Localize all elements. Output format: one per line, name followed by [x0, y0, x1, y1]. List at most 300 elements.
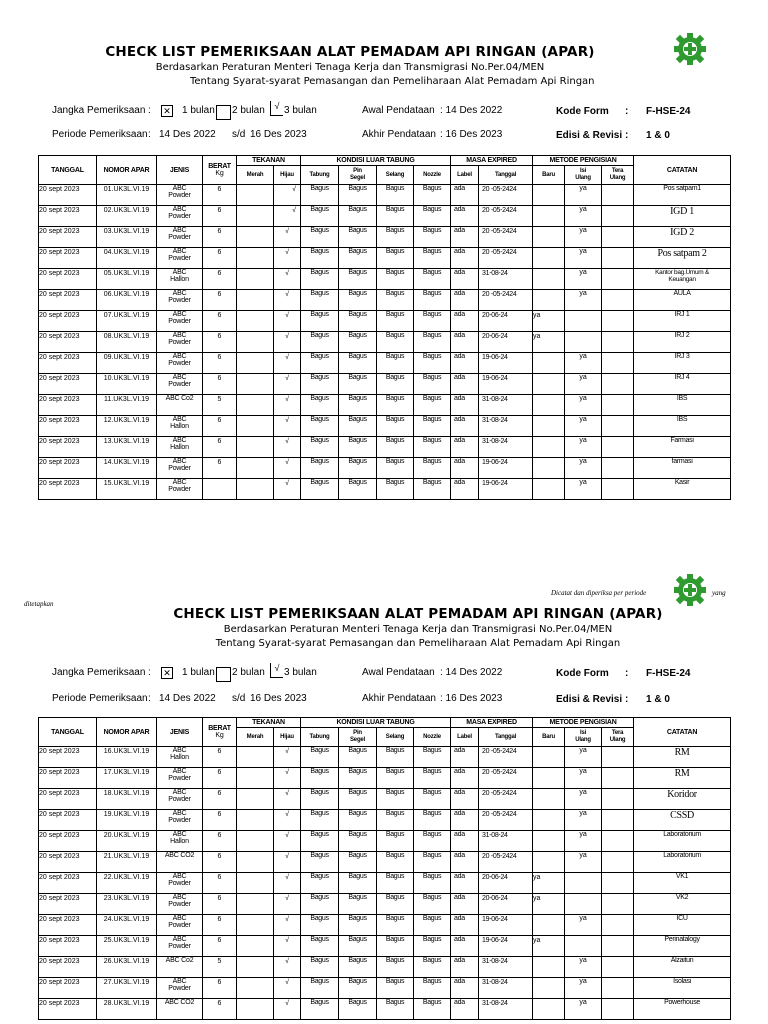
- cell-tanggal: 20 sept 2023: [39, 332, 97, 353]
- cell-label: ada: [451, 936, 479, 957]
- cell-jenis: ABC Powder: [157, 915, 203, 936]
- cell-tera-ulang: [602, 747, 634, 768]
- cell-label: ada: [451, 747, 479, 768]
- cell-tanggal-exp: 19-06-24: [479, 936, 533, 957]
- cell-jenis: ABC Co2: [157, 957, 203, 978]
- cell-selang: Bagus: [377, 374, 414, 395]
- cell-tabung: Bagus: [301, 437, 339, 458]
- cell-hijau: √: [274, 789, 301, 810]
- cell-merah: [237, 479, 274, 500]
- cell-nozzle: Bagus: [414, 437, 451, 458]
- cell-berat: 6: [203, 831, 237, 852]
- cell-tanggal-exp: 31-08-24: [479, 999, 533, 1020]
- cell-isi-ulang: [565, 311, 602, 332]
- cell-hijau: √: [274, 458, 301, 479]
- cell-isi-ulang: ya: [565, 458, 602, 479]
- cell-nomor-apar: 06.UK3L.VI.19: [97, 290, 157, 311]
- col-tekanan: TEKANAN: [237, 718, 301, 728]
- cell-baru: [533, 768, 565, 789]
- cell-jenis: ABC Powder: [157, 789, 203, 810]
- cell-berat: 6: [203, 248, 237, 269]
- cell-label: ada: [451, 458, 479, 479]
- cell-pin-segel: Bagus: [339, 206, 377, 227]
- cell-tanggal-exp: 19-06-24: [479, 479, 533, 500]
- checkbox-1-bulan[interactable]: ✕: [161, 105, 173, 117]
- cell-nozzle: Bagus: [414, 353, 451, 374]
- cell-tabung: Bagus: [301, 894, 339, 915]
- cell-jenis: ABC CO2: [157, 852, 203, 873]
- col-masa-expired: MASA EXPIRED: [451, 156, 533, 166]
- cell-selang: Bagus: [377, 768, 414, 789]
- cell-tabung: Bagus: [301, 269, 339, 290]
- cell-tabung: Bagus: [301, 185, 339, 206]
- cell-selang: Bagus: [377, 395, 414, 416]
- cell-isi-ulang: ya: [565, 915, 602, 936]
- cell-hijau: √: [274, 416, 301, 437]
- cell-pin-segel: Bagus: [339, 831, 377, 852]
- cell-jenis: ABC Powder: [157, 810, 203, 831]
- cell-pin-segel: Bagus: [339, 395, 377, 416]
- checkbox-3-bulan[interactable]: √: [270, 101, 283, 116]
- cell-nozzle: Bagus: [414, 831, 451, 852]
- cell-tanggal: 20 sept 2023: [39, 978, 97, 999]
- cell-tanggal: 20 sept 2023: [39, 936, 97, 957]
- table-row: [39, 458, 731, 479]
- cell-hijau: √: [274, 206, 301, 227]
- cell-berat: 6: [203, 332, 237, 353]
- cell-label: ada: [451, 206, 479, 227]
- cell-pin-segel: Bagus: [339, 768, 377, 789]
- cell-catatan: RM: [634, 768, 731, 789]
- cell-nozzle: Bagus: [414, 915, 451, 936]
- cell-merah: [237, 978, 274, 999]
- cell-hijau: √: [274, 332, 301, 353]
- cell-nozzle: Bagus: [414, 936, 451, 957]
- cell-nomor-apar: 13.UK3L.VI.19: [97, 437, 157, 458]
- cell-catatan: Pos satpam1: [634, 185, 731, 206]
- cell-pin-segel: Bagus: [339, 852, 377, 873]
- cell-selang: Bagus: [377, 747, 414, 768]
- cell-hijau: √: [274, 894, 301, 915]
- edisi-value: 1 & 0: [646, 694, 670, 705]
- cell-nomor-apar: 22.UK3L.VI.19: [97, 873, 157, 894]
- cell-berat: 6: [203, 353, 237, 374]
- cell-berat: 6: [203, 915, 237, 936]
- cell-nomor-apar: 16.UK3L.VI.19: [97, 747, 157, 768]
- cell-catatan: Perinatalogy: [634, 936, 731, 957]
- cell-baru: [533, 852, 565, 873]
- cell-isi-ulang: ya: [565, 353, 602, 374]
- col-tanggal: TANGGAL: [39, 718, 97, 747]
- kode-label: Kode Form: [556, 668, 609, 679]
- cell-tabung: Bagus: [301, 936, 339, 957]
- cell-nomor-apar: 28.UK3L.VI.19: [97, 999, 157, 1020]
- awal-label: Awal Pendataan: [362, 667, 435, 678]
- awal-value: : 14 Des 2022: [440, 667, 503, 678]
- col-jenis: JENIS: [157, 718, 203, 747]
- cell-label: ada: [451, 768, 479, 789]
- sd-label: s/d: [232, 693, 246, 704]
- col-baru: Baru: [533, 728, 565, 747]
- cell-tanggal: 20 sept 2023: [39, 957, 97, 978]
- cell-nozzle: Bagus: [414, 978, 451, 999]
- cell-tera-ulang: [602, 831, 634, 852]
- edisi-label: Edisi & Revisi: [556, 130, 623, 141]
- table-row: [39, 311, 731, 332]
- cell-nomor-apar: 11.UK3L.VI.19: [97, 395, 157, 416]
- note-yang: yang: [712, 589, 726, 597]
- table-row: [39, 873, 731, 894]
- cell-baru: ya: [533, 894, 565, 915]
- cell-label: ada: [451, 353, 479, 374]
- cell-hijau: √: [274, 437, 301, 458]
- cell-tanggal-exp: 20 -05-2424: [479, 768, 533, 789]
- cell-isi-ulang: ya: [565, 290, 602, 311]
- cell-tabung: Bagus: [301, 416, 339, 437]
- cell-selang: Bagus: [377, 852, 414, 873]
- cell-tanggal: 20 sept 2023: [39, 437, 97, 458]
- col-baru: Baru: [533, 166, 565, 185]
- cell-pin-segel: Bagus: [339, 458, 377, 479]
- cell-hijau: √: [274, 353, 301, 374]
- cell-pin-segel: Bagus: [339, 873, 377, 894]
- inspection-table-1: [38, 155, 731, 500]
- cell-hijau: √: [274, 915, 301, 936]
- col-nozzle: Nozzle: [414, 166, 451, 185]
- cell-catatan: VK2: [634, 894, 731, 915]
- cell-pin-segel: Bagus: [339, 311, 377, 332]
- akhir-value: : 16 Des 2023: [440, 129, 503, 140]
- cell-nozzle: Bagus: [414, 206, 451, 227]
- cell-merah: [237, 915, 274, 936]
- col-tanggal-exp: Tanggal: [479, 728, 533, 747]
- cell-jenis: ABC Powder: [157, 374, 203, 395]
- cell-tabung: Bagus: [301, 458, 339, 479]
- cell-tabung: Bagus: [301, 332, 339, 353]
- option-2-bulan: 2 bulan: [232, 105, 265, 116]
- cell-selang: Bagus: [377, 957, 414, 978]
- cell-selang: Bagus: [377, 789, 414, 810]
- cell-merah: [237, 353, 274, 374]
- cell-tanggal-exp: 31-08-24: [479, 416, 533, 437]
- cell-hijau: √: [274, 374, 301, 395]
- cell-catatan: Kasir: [634, 479, 731, 500]
- periode-label: Periode Pemeriksaan: [52, 693, 148, 704]
- periode-colon: :: [148, 129, 151, 140]
- cell-pin-segel: Bagus: [339, 290, 377, 311]
- checkbox-1-bulan[interactable]: ✕: [161, 667, 173, 679]
- cell-tabung: Bagus: [301, 374, 339, 395]
- cell-label: ada: [451, 789, 479, 810]
- cell-nozzle: Bagus: [414, 416, 451, 437]
- cell-baru: ya: [533, 311, 565, 332]
- col-selang: Selang: [377, 728, 414, 747]
- col-masa-expired: MASA EXPIRED: [451, 718, 533, 728]
- cell-tabung: Bagus: [301, 206, 339, 227]
- cell-tanggal: 20 sept 2023: [39, 311, 97, 332]
- cell-tera-ulang: [602, 185, 634, 206]
- cell-merah: [237, 185, 274, 206]
- cell-jenis: ABC Hallon: [157, 437, 203, 458]
- cell-merah: [237, 852, 274, 873]
- cell-berat: 6: [203, 206, 237, 227]
- table-row: [39, 248, 731, 269]
- cell-baru: [533, 185, 565, 206]
- cell-catatan: Alzaitun: [634, 957, 731, 978]
- table-row: [39, 332, 731, 353]
- cell-tanggal: 20 sept 2023: [39, 915, 97, 936]
- cell-tera-ulang: [602, 479, 634, 500]
- cell-tanggal-exp: 20 -05-2424: [479, 852, 533, 873]
- cell-baru: [533, 353, 565, 374]
- cell-isi-ulang: ya: [565, 978, 602, 999]
- cell-tanggal-exp: 31-08-24: [479, 437, 533, 458]
- table-row: [39, 894, 731, 915]
- cell-pin-segel: Bagus: [339, 999, 377, 1020]
- cell-jenis: ABC Hallon: [157, 269, 203, 290]
- col-kondisi: KONDISI LUAR TABUNG: [301, 718, 451, 728]
- cell-tera-ulang: [602, 936, 634, 957]
- checkbox-2-bulan[interactable]: [216, 105, 231, 120]
- col-catatan: CATATAN: [634, 718, 731, 747]
- jangka-colon: :: [148, 667, 151, 678]
- col-catatan: CATATAN: [634, 156, 731, 185]
- cell-baru: [533, 290, 565, 311]
- checkbox-2-bulan[interactable]: [216, 667, 231, 682]
- cell-nozzle: Bagus: [414, 374, 451, 395]
- cell-pin-segel: Bagus: [339, 894, 377, 915]
- k3-logo-icon: [673, 573, 707, 607]
- cell-catatan: CSSD: [634, 810, 731, 831]
- cell-tanggal: 20 sept 2023: [39, 768, 97, 789]
- table-row: [39, 978, 731, 999]
- cell-label: ada: [451, 999, 479, 1020]
- kode-colon: :: [625, 106, 629, 117]
- cell-tanggal-exp: 19-06-24: [479, 915, 533, 936]
- cell-label: ada: [451, 374, 479, 395]
- cell-tanggal: 20 sept 2023: [39, 353, 97, 374]
- cell-berat: 6: [203, 852, 237, 873]
- cell-merah: [237, 290, 274, 311]
- cell-nozzle: Bagus: [414, 768, 451, 789]
- cell-tera-ulang: [602, 416, 634, 437]
- cell-catatan: Farmasi: [634, 437, 731, 458]
- cell-tanggal: 20 sept 2023: [39, 999, 97, 1020]
- cell-tanggal: 20 sept 2023: [39, 852, 97, 873]
- cell-baru: [533, 479, 565, 500]
- cell-tanggal-exp: 31-08-24: [479, 831, 533, 852]
- cell-merah: [237, 416, 274, 437]
- cell-catatan: IBS: [634, 416, 731, 437]
- cell-isi-ulang: ya: [565, 810, 602, 831]
- cell-baru: [533, 747, 565, 768]
- cell-selang: Bagus: [377, 353, 414, 374]
- cell-hijau: √: [274, 248, 301, 269]
- cell-baru: [533, 458, 565, 479]
- cell-nozzle: Bagus: [414, 269, 451, 290]
- periode-label: Periode Pemeriksaan: [52, 129, 148, 140]
- cell-nomor-apar: 21.UK3L.VI.19: [97, 852, 157, 873]
- cell-tanggal-exp: 31-08-24: [479, 978, 533, 999]
- cell-isi-ulang: ya: [565, 227, 602, 248]
- cell-label: ada: [451, 437, 479, 458]
- cell-tabung: Bagus: [301, 978, 339, 999]
- cell-nozzle: Bagus: [414, 458, 451, 479]
- cell-catatan: IRJ 4: [634, 374, 731, 395]
- checkbox-3-bulan[interactable]: √: [270, 663, 283, 678]
- cell-nomor-apar: 05.UK3L.VI.19: [97, 269, 157, 290]
- table-row: [39, 852, 731, 873]
- cell-selang: Bagus: [377, 873, 414, 894]
- cell-tera-ulang: [602, 227, 634, 248]
- cell-nomor-apar: 19.UK3L.VI.19: [97, 810, 157, 831]
- cell-selang: Bagus: [377, 810, 414, 831]
- table-row: [39, 269, 731, 290]
- cell-catatan: AULA: [634, 290, 731, 311]
- cell-hijau: √: [274, 978, 301, 999]
- cell-isi-ulang: [565, 894, 602, 915]
- cell-tanggal: 20 sept 2023: [39, 416, 97, 437]
- cell-tera-ulang: [602, 395, 634, 416]
- cell-hijau: √: [274, 810, 301, 831]
- cell-nomor-apar: 15.UK3L.VI.19: [97, 479, 157, 500]
- cell-catatan: Isolasi: [634, 978, 731, 999]
- cell-berat: 6: [203, 789, 237, 810]
- cell-berat: 6: [203, 747, 237, 768]
- cell-catatan: farmasi: [634, 458, 731, 479]
- col-selang: Selang: [377, 166, 414, 185]
- cell-nomor-apar: 24.UK3L.VI.19: [97, 915, 157, 936]
- cell-jenis: ABC Powder: [157, 894, 203, 915]
- cell-tabung: Bagus: [301, 915, 339, 936]
- cell-merah: [237, 936, 274, 957]
- col-tera-ulang: Tera Ulang: [602, 166, 634, 185]
- cell-label: ada: [451, 290, 479, 311]
- cell-tanggal-exp: 20-06-24: [479, 873, 533, 894]
- cell-merah: [237, 458, 274, 479]
- table-row: [39, 957, 731, 978]
- cell-hijau: √: [274, 395, 301, 416]
- cell-selang: Bagus: [377, 416, 414, 437]
- col-kondisi: KONDISI LUAR TABUNG: [301, 156, 451, 166]
- cell-hijau: √: [274, 999, 301, 1020]
- cell-berat: 6: [203, 437, 237, 458]
- col-hijau: Hijau: [274, 728, 301, 747]
- cell-jenis: ABC Powder: [157, 768, 203, 789]
- cell-pin-segel: Bagus: [339, 416, 377, 437]
- cell-nozzle: Bagus: [414, 332, 451, 353]
- cell-tabung: Bagus: [301, 852, 339, 873]
- cell-tera-ulang: [602, 311, 634, 332]
- cell-nozzle: Bagus: [414, 810, 451, 831]
- cell-berat: 6: [203, 873, 237, 894]
- cell-merah: [237, 957, 274, 978]
- jangka-colon: :: [148, 105, 151, 116]
- cell-baru: ya: [533, 332, 565, 353]
- cell-catatan: IRJ 1: [634, 311, 731, 332]
- cell-catatan: VK1: [634, 873, 731, 894]
- cell-selang: Bagus: [377, 458, 414, 479]
- cell-nomor-apar: 01.UK3L.VI.19: [97, 185, 157, 206]
- table-row: [39, 936, 731, 957]
- cell-tanggal-exp: 20 -05-2424: [479, 747, 533, 768]
- cell-pin-segel: Bagus: [339, 269, 377, 290]
- cell-tabung: Bagus: [301, 311, 339, 332]
- cell-pin-segel: Bagus: [339, 957, 377, 978]
- cell-jenis: ABC Powder: [157, 353, 203, 374]
- cell-selang: Bagus: [377, 290, 414, 311]
- cell-tanggal-exp: 19-06-24: [479, 374, 533, 395]
- cell-tanggal-exp: 31-08-24: [479, 957, 533, 978]
- cell-berat: 5: [203, 395, 237, 416]
- col-label: Label: [451, 728, 479, 747]
- cell-merah: [237, 831, 274, 852]
- cell-berat: 6: [203, 936, 237, 957]
- cell-jenis: ABC Powder: [157, 185, 203, 206]
- cell-label: ada: [451, 416, 479, 437]
- cell-tanggal: 20 sept 2023: [39, 395, 97, 416]
- cell-tanggal-exp: 20 -05-2424: [479, 290, 533, 311]
- cell-pin-segel: Bagus: [339, 936, 377, 957]
- periode-value: 14 Des 2022: [159, 693, 216, 704]
- option-2-bulan: 2 bulan: [232, 667, 265, 678]
- cell-nomor-apar: 23.UK3L.VI.19: [97, 894, 157, 915]
- cell-baru: ya: [533, 936, 565, 957]
- cell-tera-ulang: [602, 810, 634, 831]
- kode-label: Kode Form: [556, 106, 609, 117]
- cell-berat: 6: [203, 810, 237, 831]
- table-row: [39, 479, 731, 500]
- cell-nomor-apar: 20.UK3L.VI.19: [97, 831, 157, 852]
- cell-tabung: Bagus: [301, 999, 339, 1020]
- cell-hijau: √: [274, 936, 301, 957]
- cell-nomor-apar: 08.UK3L.VI.19: [97, 332, 157, 353]
- cell-tanggal-exp: 20 -05-2424: [479, 810, 533, 831]
- cell-berat: 6: [203, 768, 237, 789]
- col-label: Label: [451, 166, 479, 185]
- table-row: [39, 437, 731, 458]
- cell-berat: 6: [203, 227, 237, 248]
- cell-tabung: Bagus: [301, 395, 339, 416]
- col-metode: METODE PENGISIAN: [533, 156, 634, 166]
- cell-isi-ulang: ya: [565, 789, 602, 810]
- cell-nozzle: Bagus: [414, 789, 451, 810]
- cell-isi-ulang: ya: [565, 374, 602, 395]
- cell-tera-ulang: [602, 290, 634, 311]
- cell-pin-segel: Bagus: [339, 437, 377, 458]
- table-row: [39, 206, 731, 227]
- cell-isi-ulang: ya: [565, 747, 602, 768]
- kode-colon: :: [625, 668, 629, 679]
- col-merah: Merah: [237, 728, 274, 747]
- cell-selang: Bagus: [377, 185, 414, 206]
- subtitle-regulation: Berdasarkan Peraturan Menteri Tenaga Kerja dan Transmigrasi No.Per.04/MEN: [155, 62, 545, 73]
- col-merah: Merah: [237, 166, 274, 185]
- cell-selang: Bagus: [377, 248, 414, 269]
- cell-tera-ulang: [602, 458, 634, 479]
- cell-merah: [237, 873, 274, 894]
- cell-label: ada: [451, 978, 479, 999]
- cell-tanggal-exp: 19-06-24: [479, 458, 533, 479]
- cell-tabung: Bagus: [301, 353, 339, 374]
- table-row: [39, 416, 731, 437]
- cell-pin-segel: Bagus: [339, 810, 377, 831]
- cell-merah: [237, 437, 274, 458]
- cell-catatan: Laboratorium: [634, 852, 731, 873]
- cell-jenis: ABC Powder: [157, 873, 203, 894]
- cell-catatan: Laboratorium: [634, 831, 731, 852]
- cell-jenis: ABC Powder: [157, 248, 203, 269]
